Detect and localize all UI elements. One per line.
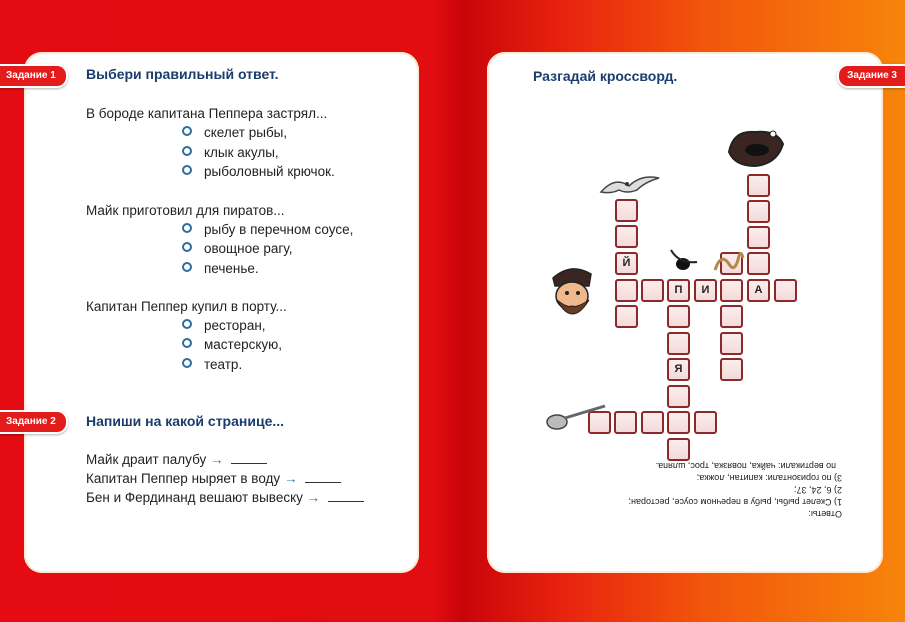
answers-block [628,460,842,520]
answers-line-3: 3) по горизонтали: капитан, ложка; [696,473,842,483]
q2-option-3[interactable]: печенье. [182,261,259,276]
crossword-cell[interactable] [667,385,690,408]
page-answer-blank[interactable] [328,490,364,502]
task2-heading: Напиши на какой странице... [86,413,285,429]
answers-line-2: 2) 6, 24, 37; [793,485,842,495]
rope-picture [711,248,747,278]
q1-option-3[interactable]: рыболовный крючок. [182,164,335,179]
crossword-cell[interactable] [747,200,770,223]
task2-tab: Задание 2 [0,410,68,434]
crossword-cell[interactable]: Я [667,358,690,381]
task3-tab: Задание 3 [837,64,905,88]
radio-bullet-icon[interactable] [182,319,192,329]
crossword-cell[interactable] [667,305,690,328]
radio-bullet-icon[interactable] [182,223,192,233]
question-2: Майк приготовил для пиратов... [86,203,285,218]
answers-title: Ответы: [808,509,842,519]
radio-bullet-icon[interactable] [182,126,192,136]
crossword-cell[interactable] [614,411,637,434]
pirate-head-picture [547,262,597,324]
radio-bullet-icon[interactable] [182,262,192,272]
answers-line-4: по вертикали: чайка, повязка, трос, шляпа. [655,461,836,471]
q3-option-3[interactable]: театр. [182,357,242,372]
crossword-cell[interactable] [720,305,743,328]
crossword-cell[interactable] [615,225,638,248]
crossword-cell[interactable] [747,174,770,197]
pirate-hat-picture [725,124,787,170]
page-answer-blank[interactable] [305,471,341,483]
crossword-cell[interactable] [694,411,717,434]
seagull-picture [597,170,663,198]
crossword-cell[interactable] [747,252,770,275]
radio-bullet-icon[interactable] [182,165,192,175]
crossword-cell[interactable] [615,199,638,222]
crossword-cell[interactable]: И [694,279,717,302]
left-page-card [6,52,419,573]
task1-heading: Выбери правильный ответ. [86,66,279,82]
crossword-cell[interactable] [667,332,690,355]
q3-option-1[interactable]: ресторан, [182,318,266,333]
radio-bullet-icon[interactable] [182,146,192,156]
arrow-right-icon: → [210,452,224,467]
task2-line-2: Капитан Пеппер ныряет в воду → [86,471,341,486]
crossword-cell[interactable] [641,411,664,434]
crossword-cell[interactable]: А [747,279,770,302]
q2-option-1[interactable]: рыбу в перечном соусе, [182,222,353,237]
task1-tab: Задание 1 [0,64,68,88]
crossword-cell[interactable] [615,279,638,302]
q2-option-2[interactable]: овощное рагу, [182,241,292,256]
spoon-picture [545,402,609,432]
crossword-cell[interactable] [747,226,770,249]
question-3: Капитан Пеппер купил в порту... [86,299,287,314]
radio-bullet-icon[interactable] [182,338,192,348]
crossword-cell[interactable]: Й [615,252,638,275]
right-page-card [487,52,897,573]
page-answer-blank[interactable] [231,452,267,464]
crossword-cell[interactable] [641,279,664,302]
radio-bullet-icon[interactable] [182,358,192,368]
task3-heading: Разгадай кроссворд. [533,68,678,84]
answers-line-1: 1) Скелет рыбы, рыбу в перечном соусе, ресторан; [628,497,842,507]
question-1: В бороде капитана Пеппера застрял... [86,106,328,121]
q3-option-2[interactable]: мастерскую, [182,337,282,352]
crossword-cell[interactable] [720,332,743,355]
crossword-cell[interactable] [615,305,638,328]
crossword-cell[interactable] [720,358,743,381]
crossword-cell[interactable] [667,411,690,434]
eye-patch-picture [669,246,699,276]
crossword-cell[interactable] [774,279,797,302]
q1-option-2[interactable]: клык акулы, [182,145,279,160]
task2-line-1: Майк драит палубу → [86,452,267,467]
arrow-right-icon: → [283,471,298,486]
task2-line-3: Бен и Фердинанд вешают вывеску → [86,490,364,505]
crossword-cell[interactable] [720,279,743,302]
q1-option-1[interactable]: скелет рыбы, [182,125,287,140]
crossword-cell[interactable] [667,438,690,461]
radio-bullet-icon[interactable] [182,242,192,252]
arrow-right-icon: → [306,490,321,505]
crossword-cell[interactable]: П [667,279,690,302]
